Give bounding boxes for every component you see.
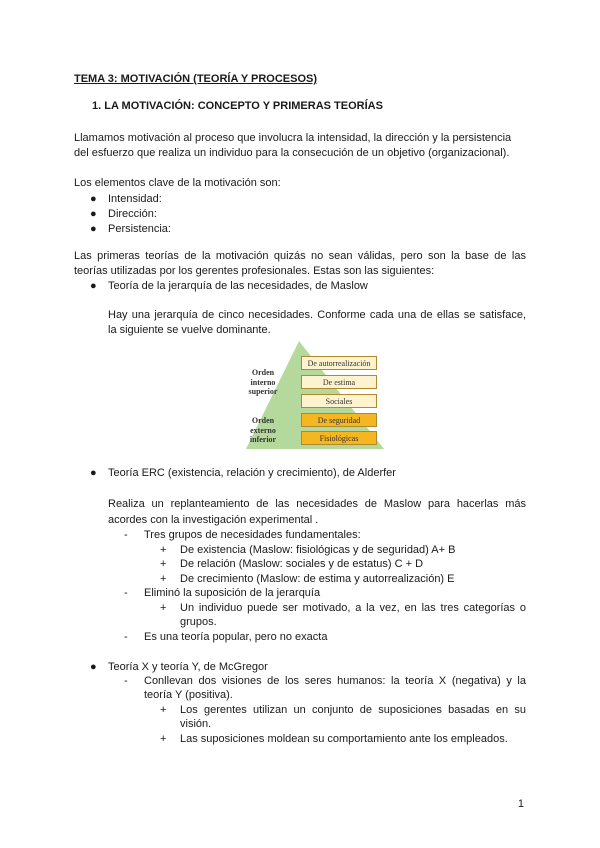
plus-item (160, 703, 180, 717)
pyramid-label-lower: Orden externo inferior (249, 416, 277, 444)
paragraph-line: Llamamos motivación al proceso que involucra la intensidad, la dirección y la persistencia (74, 132, 512, 144)
pyramid-level-self-actualization: De autorrealización (301, 356, 377, 370)
paragraph-line: Hay una jerarquía de cinco necesidades. Conforme cada una de ellas se satisface, (108, 309, 526, 321)
dash-item: - Tres grupos de necesidades fundamentales: (124, 529, 361, 541)
bullet-icon: ● (90, 193, 97, 205)
section-heading: 1. LA MOTIVACIÓN: CONCEPTO Y PRIMERAS TEORÍAS (92, 100, 383, 112)
bullet-icon: ● (90, 280, 97, 292)
plus-item (160, 601, 180, 615)
plus-item: + De existencia (Maslow: fisiológicas y de seguridad) A+ B (160, 544, 456, 556)
list-item: ● Teoría X y teoría Y, de McGregor (90, 661, 268, 673)
dash-item: - Eliminó la suposición de la jerarquía (124, 587, 321, 599)
plus-icon: + (160, 544, 167, 556)
plus-icon: + (160, 573, 167, 585)
dash-icon: - (124, 675, 128, 687)
list-item: ● Teoría ERC (existencia, relación y crecimiento), de Alderfer (90, 467, 396, 479)
paragraph-line: Realiza un replanteamiento de las necesidades de Maslow para hacerlas más (108, 498, 526, 510)
paragraph-line: del esfuerzo que realiza un individuo para la consecución de un objetivo (organizacional). (74, 147, 510, 159)
plus-item-text: visión. (180, 718, 212, 730)
paragraph-line: Las primeras teorías de la motivación quizás no sean válidas, pero son la base de las (74, 250, 526, 262)
pyramid-label-upper: Orden interno superior (248, 368, 278, 396)
bullet-icon: ● (90, 208, 97, 220)
plus-icon: + (160, 733, 167, 745)
bullet-icon: ● (90, 661, 97, 673)
dash-item-text: Conllevan dos visiones de los seres humanos: la teoría X (negativa) y la (144, 675, 526, 687)
bullet-icon: ● (90, 467, 97, 479)
paragraph-line: Los elementos clave de la motivación son: (74, 177, 281, 189)
pyramid-level-esteem: De estima (301, 375, 377, 389)
paragraph-line: acordes con la investigación experimental . (108, 514, 319, 526)
dash-icon: - (124, 529, 128, 541)
plus-item: + De relación (Maslow: sociales y de estatus) C + D (160, 558, 424, 570)
plus-icon: + (160, 558, 167, 570)
pyramid-level-safety: De seguridad (301, 413, 377, 427)
pyramid-level-social: Sociales (301, 394, 377, 408)
plus-icon: + (160, 602, 167, 614)
plus-item-text: Un individuo puede ser motivado, a la vez, en las tres categorías o (180, 602, 526, 614)
page-number: 1 (517, 798, 524, 810)
plus-icon: + (160, 704, 167, 716)
bullet-icon: ● (90, 223, 97, 235)
list-item: ● Teoría de la jerarquía de las necesidades, de Maslow (90, 280, 368, 292)
plus-item-text: grupos. (180, 616, 217, 628)
list-item: ● Persistencia: (90, 223, 171, 235)
paragraph-line: la siguiente se vuelve dominante. (108, 324, 271, 336)
paragraph-line: teorías utilizadas por los gerentes profesionales. Estas son las siguientes: (74, 265, 435, 277)
dash-item: - Es una teoría popular, pero no exacta (124, 631, 328, 643)
dash-item (124, 674, 144, 688)
plus-item: + Las suposiciones moldean su comportamiento ante los empleados. (160, 733, 508, 745)
plus-item: + De crecimiento (Maslow: de estima y autorrealización) E (160, 573, 455, 585)
dash-icon: - (124, 587, 128, 599)
plus-item-text: Los gerentes utilizan un conjunto de suposiciones basadas en su (180, 704, 526, 716)
pyramid-level-physiological: Fisiológicas (301, 431, 377, 445)
dash-item-text: teoría Y (positiva). (144, 689, 233, 701)
dash-icon: - (124, 631, 128, 643)
list-item: ● Intensidad: (90, 193, 162, 205)
document-title: TEMA 3: MOTIVACIÓN (TEORÍA Y PROCESOS) (74, 73, 318, 85)
list-item: ● Dirección: (90, 208, 157, 220)
